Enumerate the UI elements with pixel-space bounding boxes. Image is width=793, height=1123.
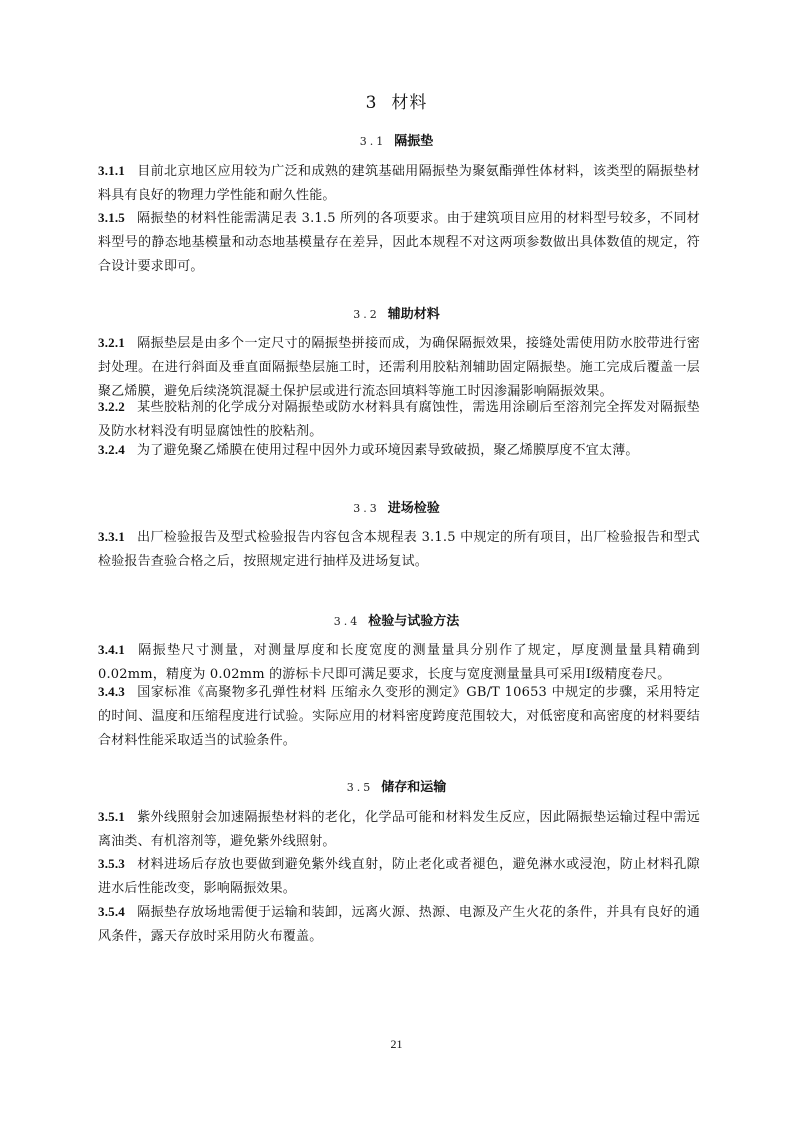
clause-text: 出厂检验报告及型式检验报告内容包含本规程表 3.1.5 中规定的所有项目，出厂检验报告和型式检验报告查验合格之后，按照规定进行抽样及进场复试。 [98,530,700,569]
section-title: 辅助材料 [387,307,440,322]
clause-number: 3.4.3 [98,684,125,699]
clause-number: 3.5.3 [98,856,125,871]
clause-3-2-4 [98,438,700,463]
clause-3-3-1 [98,525,700,574]
clause-text: 材料进场后存放也要做到避免紫外线直射，防止老化或者褪色，避免淋水或浸泡，防止材料孔隙进水后性能改变，影响隔振效果。 [98,857,700,896]
clause-3-1-1 [98,159,700,208]
clause-number: 3.2.1 [98,335,125,350]
section-title: 进场检验 [387,501,440,516]
section-heading-3-4 [0,610,793,629]
clause-3-5-4 [98,900,700,949]
section-title: 隔振垫 [394,134,434,149]
clause-text: 某些胶粘剂的化学成分对隔振垫或防水材料具有腐蚀性，需选用涂刷后至溶剂完全挥发对隔振垫及防水材料没有明显腐蚀性的胶粘剂。 [98,400,700,439]
clause-number: 3.2.4 [98,442,125,457]
chapter-number: 3 [365,93,378,113]
section-heading-3-1 [0,130,793,149]
clause-text: 紫外线照射会加速隔振垫材料的老化，化学品可能和材料发生反应，因此隔振垫运输过程中需远离油类、有机溶剂等，避免紫外线照射。 [98,810,700,849]
section-title: 检验与试验方法 [368,614,460,629]
section-number: 3.5 [346,781,374,794]
clause-text: 隔振垫层是由多个一定尺寸的隔振垫拼接而成，为确保隔振效果，接缝处需使用防水胶带进行密封处理。在进行斜面及垂直面隔振垫层施工时，还需利用胶粘剂辅助固定隔振垫。施工完成后覆盖一层聚乙烯膜，避免后续浇筑混凝土保护层或进行流态回填料等施工时因渗漏影响隔振效果。 [98,336,700,399]
clause-3-2-1 [98,331,700,404]
section-number: 3.4 [333,615,361,628]
clause-3-1-5 [98,206,700,279]
clause-text: 隔振垫的材料性能需满足表 3.1.5 所列的各项要求。由于建筑项目应用的材料型号较多，不同材料型号的静态地基模量和动态地基模量存在差异，因此本规程不对这两项参数做出具体数值的规定，符合设计要求即可。 [98,211,700,274]
clause-number: 3.1.5 [98,210,125,225]
page-number: 21 [390,1037,403,1051]
clause-number: 3.1.1 [98,163,125,178]
clause-number: 3.4.1 [98,642,125,657]
section-number: 3.3 [353,502,380,515]
clause-number: 3.2.2 [98,399,125,414]
clause-3-5-1 [98,805,700,854]
clause-3-4-3 [98,680,700,753]
clause-text: 目前北京地区应用较为广泛和成熟的建筑基础用隔振垫为聚氨酯弹性体材料，该类型的隔振垫材料具有良好的物理力学性能和耐久性能。 [98,164,700,203]
section-title: 储存和运输 [381,780,447,795]
chapter-title-text: 材料 [391,93,428,113]
clause-text: 国家标准《高聚物多孔弹性材料 压缩永久变形的测定》GB/T 10653 中规定的步骤，采用特定的时间、温度和压缩程度进行试验。实际应用的材料密度跨度范围较大，对低密度和高密度的材料要结合材料性能采取适当的试验条件。 [98,685,700,748]
clause-number: 3.3.1 [98,529,125,544]
clause-text: 隔振垫存放场地需便于运输和装卸，远离火源、热源、电源及产生火花的条件，并具有良好的通风条件，露天存放时采用防火布覆盖。 [98,905,700,944]
clause-text: 隔振垫尺寸测量，对测量厚度和长度宽度的测量量具分别作了规定，厚度测量量具精确到 0.02mm，精度为 0.02mm 的游标卡尺即可满足要求，长度与宽度测量量具可采用Ⅰ级精度卷尺。 [98,643,700,682]
clause-text: 为了避免聚乙烯膜在使用过程中因外力或环境因素导致破损，聚乙烯膜厚度不宜太薄。 [137,443,639,458]
clause-3-2-2 [98,395,700,444]
section-heading-3-2 [0,303,793,322]
clause-number: 3.5.1 [98,809,125,824]
section-heading-3-5 [0,776,793,795]
section-number: 3.1 [359,135,387,148]
section-heading-3-3 [0,497,793,516]
section-number: 3.2 [353,308,380,321]
chapter-title [0,88,793,113]
clause-3-5-3 [98,852,700,901]
clause-number: 3.5.4 [98,904,125,919]
